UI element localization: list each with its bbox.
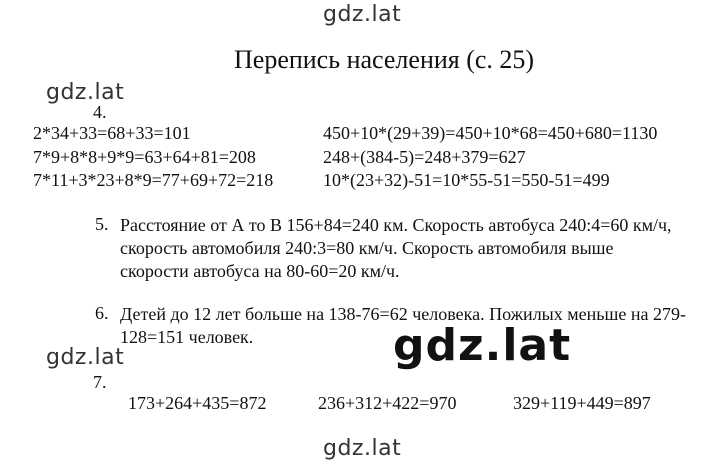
task-6-number: 6. xyxy=(95,303,109,323)
task-4-left-line-3: 7*11+3*23+8*9=77+69+72=218 xyxy=(33,170,274,190)
task-5-text: Расстояние от А то В 156+84=240 км. Скорость автобуса 240:4=60 км/ч, скорость автомобиля 240:3=80 км/ч. Скорость автомобиля выше скорости автобуса на 80-60=20 км/ч. xyxy=(120,215,672,281)
watermark-center-big: gdz.lat xyxy=(393,320,572,371)
task-4-right-line-2: 248+(384-5)=248+379=627 xyxy=(323,147,526,167)
watermark-top: gdz.lat xyxy=(323,2,402,27)
task-7-answer-2: 236+312+422=970 xyxy=(318,393,457,413)
task-6-text: Детей до 12 лет больше на 138-76=62 человека. Пожилых меньше на 279-128=151 человек. xyxy=(120,304,686,347)
watermark-left-upper: gdz.lat xyxy=(46,80,125,105)
task-4-right-line-3: 10*(23+32)-51=10*55-51=550-51=499 xyxy=(323,170,610,190)
task-4-right-line-1: 450+10*(29+39)=450+10*68=450+680=1130 xyxy=(323,123,658,143)
task-7-answer-3: 329+119+449=897 xyxy=(513,393,651,413)
task-4-left-line-1: 2*34+33=68+33=101 xyxy=(33,123,191,143)
task-7-answer-1: 173+264+435=872 xyxy=(128,393,267,413)
task-4-number: 4. xyxy=(93,102,107,122)
task-5-number: 5. xyxy=(95,214,109,234)
task-4-left-line-2: 7*9+8*8+9*9=63+64+81=208 xyxy=(33,147,256,167)
watermark-left-lower: gdz.lat xyxy=(46,345,125,370)
task-7-number: 7. xyxy=(93,372,107,392)
watermark-bottom: gdz.lat xyxy=(323,436,402,461)
page-title: Перепись населения (с. 25) xyxy=(234,45,535,74)
